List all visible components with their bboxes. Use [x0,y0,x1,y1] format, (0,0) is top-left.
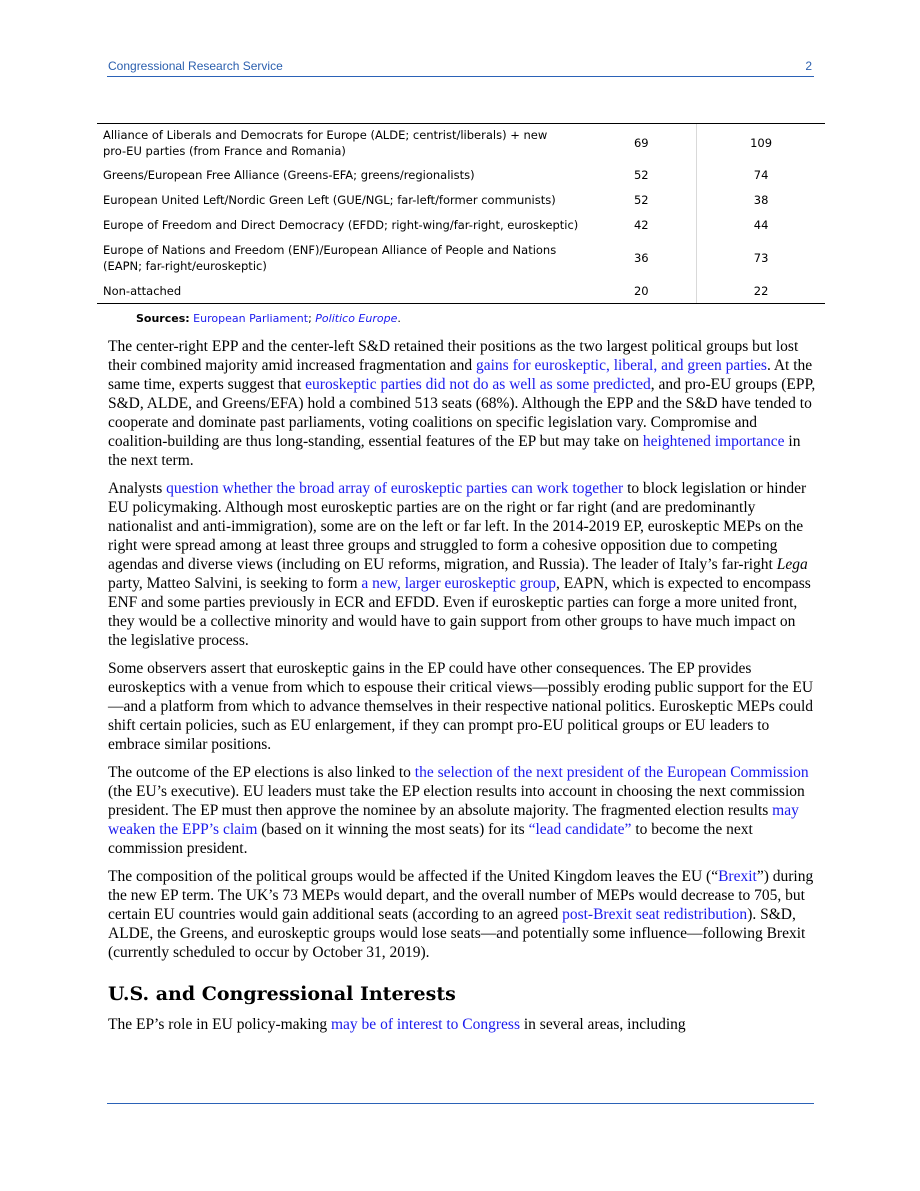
table-row [97,279,825,303]
link-selection-commission-president[interactable]: the selection of the next president of the European Commission [414,764,809,781]
link-heightened-importance[interactable]: heightened importance [642,433,785,450]
seats-2019-cell: 109 [750,136,773,150]
sources-label: Sources: [136,312,190,325]
paragraph: Analysts question whether the broad array of euroskeptic parties can work together to block legislation or hinder EU policymaking. Although most euroskeptic parties are on the right or far right (and are predominantly nationalist and anti-immigration), some are on the left or far left. In the 2014-2019 EP, euroskeptic MEPs on the right were spread among at least three groups and struggled to form a cohesive opposition due to competing agendas and diverse views (including on EU reforms, migration, and Russia). The leader of Italy’s far-right Lega party, Matteo Salvini, is seeking to form a new, larger euroskeptic group, EAPN, which is expected to encompass ENF and some parties previously in ECR and EFDD. Even if euroskeptic parties can forge a more united front, they would be a collective minority and would have to gain support from other groups to have much impact on the legislative process. [108,480,811,649]
seats-2014-cell: 52 [586,162,696,187]
link-question-work-together[interactable]: question whether the broad array of euroskeptic parties can work together [166,480,624,497]
party-cell: Greens/European Free Alliance (Greens-EFA; greens/regionalists) [103,167,475,182]
paragraph: The EP’s role in EU policy-making may be of interest to Congress in several areas, including [108,1016,686,1033]
header-title: Congressional Research Service [108,59,283,73]
link-politico-europe[interactable]: Politico Europe [315,312,398,325]
link-new-larger-group[interactable]: a new, larger euroskeptic group [361,575,556,592]
paragraph: The center-right EPP and the center-left S&D retained their positions as the two largest political groups but lost their combined majority amid increased fragmentation and gains for euroskeptic, liberal, and green parties. At the same time, experts suggest that euroskeptic parties did not do as well as some predicted, and pro-EU groups (EPP, S&D, ALDE, and Greens/EFA) hold a combined 513 seats (68%). Although the EPP and the S&D have tended to cooperate and dominate past parliaments, voting coalitions on specific legislation vary. Compromise and coalition-building are thus long-standing, essential features of the EP but may take on heightened importance in the next term. [108,338,816,469]
party-cell: Europe of Freedom and Direct Democracy (EFDD; right-wing/far-right, euroskeptic) [103,217,579,232]
table-row [97,237,825,279]
seats-2014-cell: 52 [586,187,696,212]
link-interest-to-congress[interactable]: may be of interest to Congress [331,1016,520,1033]
footer-rule [107,1103,814,1104]
party-cell: Europe of Nations and Freedom (ENF)/European Alliance of People and Nations (EAPN; far-right/euroskeptic) [103,243,557,273]
link-brexit[interactable]: Brexit [718,868,757,885]
paragraph: Some observers assert that euroskeptic gains in the EP could have other consequences. The EP provides euroskeptics with a venue from which to espouse their critical views—possibly eroding public support for the EU—and a platform from which to advance themselves in their respective national politics. Euroskeptic MEPs could shift certain policies, such as EU enlargement, if they can prompt pro-EU political groups or EU leaders to embrace similar positions. [108,660,814,753]
seats-2014-cell: 42 [586,212,696,237]
table-row [97,124,825,162]
seats-2019-cell: 74 [753,167,769,182]
table-row [97,187,825,212]
section-heading: U.S. and Congressional Interests [108,983,456,1005]
link-euroskeptic-did-not-do-well[interactable]: euroskeptic parties did not do as well as some predicted [305,376,651,393]
page-header [107,58,814,77]
seats-table [97,123,825,304]
link-lead-candidate[interactable]: “lead candidate” [528,821,632,838]
table-sources: Sources: European Parliament; Politico Europe. [136,312,401,325]
link-european-parliament[interactable]: European Parliament [193,312,309,325]
party-cell: Non-attached [103,284,182,298]
seats-2019-cell: 73 [753,251,769,265]
paragraph: The outcome of the EP elections is also linked to the selection of the next president of the European Commission (the EU’s executive). EU leaders must take the EP election results into account in choosing the next commission president. The EP must then approve the nominee by an absolute majority. The fragmented election results may weaken the EPP’s claim (based on it winning the most seats) for its “lead candidate” to become the next commission president. [108,764,809,857]
body-text [108,337,816,1043]
seats-2019-cell: 44 [753,217,769,232]
page-number: 2 [805,59,812,73]
seats-2019-cell: 22 [753,284,769,298]
party-cell: European United Left/Nordic Green Left (GUE/NGL; far-left/former communists) [103,192,556,207]
link-seat-redistribution[interactable]: post-Brexit seat redistribution [562,906,748,923]
seats-2014-cell: 69 [586,124,696,162]
link-weaken-epp-claim[interactable]: may weaken the EPP’s claim [108,802,799,838]
seats-2019-cell: 38 [753,192,769,207]
table-row [97,212,825,237]
paragraph: The composition of the political groups would be affected if the United Kingdom leaves the EU (“Brexit”) during the new EP term. The UK’s 73 MEPs would depart, and the overall number of MEPs would decrease to 705, but certain EU countries would gain additional seats (according to an agreed post-Brexit seat redistribution). S&D, ALDE, the Greens, and euroskeptic groups would lose seats—and potentially some influence—following Brexit (currently scheduled to occur by October 31, 2019). [108,868,814,961]
table-row [97,162,825,187]
seats-2014-cell: 36 [586,237,696,279]
link-gains-for-euroskeptic[interactable]: gains for euroskeptic, liberal, and green parties [476,357,767,374]
seats-2014-cell: 20 [586,279,696,303]
party-cell: Alliance of Liberals and Democrats for Europe (ALDE; centrist/liberals) + new pro-EU parties (from France and Romania) [103,128,548,158]
